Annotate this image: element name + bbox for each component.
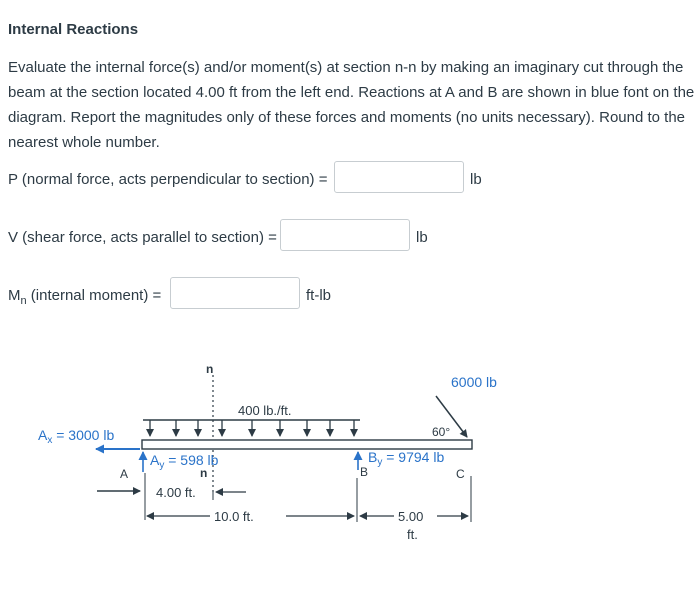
angle-label: 60° <box>432 425 451 439</box>
ax-label: $A_x = 3000$ lb <box>38 427 115 446</box>
m-label-sub: n <box>20 295 27 307</box>
dim-5ft-label-1: 5.00 <box>398 509 424 524</box>
question-text: Evaluate the internal force(s) and/or moment(s) at section n-n by making an imaginary cut through the beam at the section located 4.00 ft from the left end. Reactions at A and B are shown in blue font on the diagram. Report the magnitudes only of these forces and moments (no units necessary). Round to the nearest whole number. <box>8 59 695 151</box>
m-unit: ft-lb <box>306 287 332 304</box>
dim-10ft-label: 10.0 ft. <box>214 509 254 524</box>
v-label: V (shear force, acts parallel to section) = <box>8 229 277 246</box>
by-label: $B_y = 9794$ lb <box>368 449 445 468</box>
point-load-label: 6000 lb <box>451 374 497 390</box>
beam <box>142 440 472 449</box>
section-label-top: n <box>206 362 214 376</box>
distributed-load <box>143 420 360 436</box>
m-label-rest: (internal moment) = <box>26 287 162 304</box>
ay-label: $A_y = 598$ lb <box>150 452 219 471</box>
point-a-label: A <box>120 467 129 481</box>
v-unit: lb <box>416 229 428 246</box>
section-label-bottom: n <box>200 466 208 480</box>
p-label: P (normal force, acts perpendicular to section) = <box>8 171 328 188</box>
m-label-main: M <box>8 287 21 304</box>
point-b-label: B <box>360 465 369 479</box>
p-unit: lb <box>470 171 482 188</box>
question-title: Internal Reactions <box>8 21 139 38</box>
distributed-load-label: 400 lb./ft. <box>238 403 292 418</box>
dim-4ft-label: 4.00 ft. <box>156 485 196 500</box>
point-c-label: C <box>456 467 465 481</box>
dim-5ft-label-2: ft. <box>407 527 418 542</box>
